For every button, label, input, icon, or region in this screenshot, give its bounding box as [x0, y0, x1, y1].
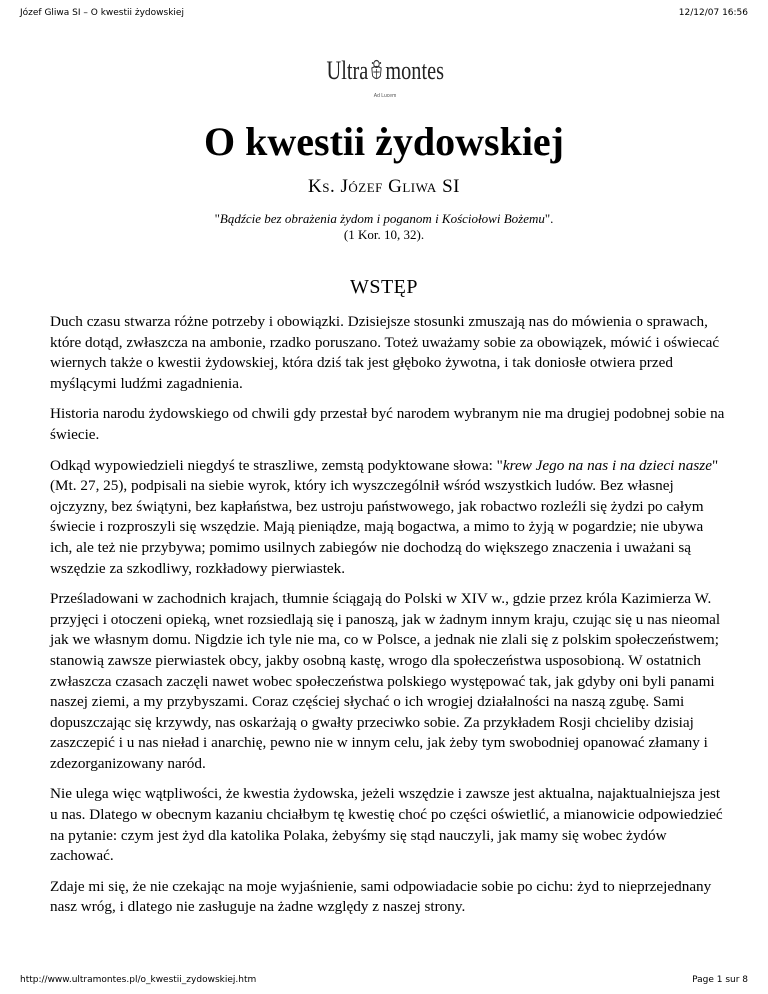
paragraph-3-quote: krew Jego na nas i na dzieci nasze: [502, 456, 712, 474]
paragraph-3: [50, 456, 726, 580]
quote-open: ": [214, 211, 220, 226]
logo-motto: Ad Lucem: [373, 93, 397, 99]
print-header: [20, 8, 748, 18]
epigraph: [0, 211, 768, 243]
article-title: O kwestii żydowskiej: [204, 119, 564, 164]
ultramontes-logo[interactable]: [290, 50, 480, 106]
logo-text-left: Ultra: [326, 56, 368, 85]
epigraph-reference: (1 Kor. 10, 32).: [343, 227, 425, 242]
paragraph-2: Historia narodu żydowskiego od chwili gdy przestał być narodem wybranym nie ma drugiej podobnej sobie na świecie.: [50, 405, 725, 443]
print-footer: [20, 975, 748, 985]
paragraph-6: Zdaje mi się, że nie czekając na moje wyjaśnienie, sami odpowiadacie sobie po cichu: żyd to nieprzejednany nasz wróg, i dlatego nie zasługuje na żadne względy z naszej strony.: [50, 877, 712, 916]
quote-close: ".: [544, 211, 554, 226]
footer-url[interactable]: http://www.ultramontes.pl/o_kwestii_zydowskiej.htm: [20, 975, 257, 985]
article-author: Ks. Józef Gliwa SI: [308, 176, 460, 197]
header-datetime: 12/12/07 16:56: [678, 8, 748, 18]
section-heading: WSTĘP: [349, 276, 419, 298]
paragraph-3-part-b: " (Mt. 27, 25), podpisali na siebie wyrok, który ich wyszczególnił wśród wszystkich ludów. Bez własnej ojczyzny, bez świątyni, bez kapłaństwa, bez ustroju państwowego, jak robactwo rozleźli się żydzi po całym świecie i rozproszyli się wszędzie. Mają pieniądze, mają bogactwa, a mimo to żyją w pogardzie; nie ubywa ich, ale też nie przybywa; pomimo usilnych zabiegów nie dochodzą do większego znaczenia i uważani są wszędzie za szkodliwy, rozkładowy pierwiastek.: [50, 456, 719, 577]
logo-text-right: montes: [385, 56, 444, 85]
crest-emblem-icon: [370, 59, 384, 88]
paragraph-3-part-a: Odkąd wypowiedzieli niegdyś te straszliwe, zemstą podyktowane słowa: ": [50, 456, 503, 474]
footer-page-number: Page 1 sur 8: [692, 975, 748, 985]
paragraph-1: Duch czasu stwarza różne potrzeby i obowiązki. Dzisiejsze stosunki zmuszają nas do mówienia o sprawach, które dotąd, zwłaszcza na ambonie, rzadko poruszano. Toteż uważamy sobie za obowiązek, mówić i oświecać wiernych także o kwestii żydowskiej, która dziś tak jest głęboko żywotna, i tak doniosłe otwiera przed myślącymi ludźmi zagadnienia.: [50, 313, 720, 392]
logo-wordmark: [326, 58, 443, 88]
epigraph-quote: Bądźcie bez obrażenia żydom i poganom i Kościołowi Bożemu: [219, 211, 545, 226]
paragraph-5: Nie ulega więc wątpliwości, że kwestia żydowska, jeżeli wszędzie i zawsze jest aktualna, najaktualniejsza jest u nas. Dlatego w obecnym kazaniu chciałbym tę kwestię choć po części oświetlić, a mianowicie odpowiedzieć na pytanie: czym jest żyd dla katolika Polaka, żebyśmy się stąd nauczyli, jak mamy się wobec żydów zachować.: [50, 785, 723, 865]
header-title: Józef Gliwa SI – O kwestii żydowskiej: [20, 8, 184, 18]
epigraph-quote-line: [0, 211, 768, 227]
paragraph-4: Prześladowani w zachodnich krajach, tłumnie ściągają do Polski w XIV w., gdzie przez króla Kazimierza W. przyjęci i otoczeni opieką, wnet rozsiedlają się i panoszą, jak w żadnym innym kraju, czując się u nas nieomal jak we własnym domu. Nigdzie ich tyle nie ma, co w Polsce, a jednak nie zlali się z polskim społeczeństwem; stanowią zawsze pierwiastek obcy, jakby osobną kastę, wrogo dla społeczeństwa usposobioną. W ostatnich zwłaszcza czasach zaczęli nawet wobec społeczeństwa polskiego występować tak, jak gdyby oni byli panami naszej ziemi, a my przybyszami. Coraz częściej słychać o ich wrogiej działalności na naszą zgubę. Sami dopuszczając się krzywdy, nas oskarżają o gwałty przeciwko sobie. Za przykładem Rosji chcieliby dzisiaj zaszczepić i u nas nieład i anarchię, pewno nie w innym celu, jak żeby tym swobodniej opanować złamany i zdezorganizowany naród.: [50, 590, 721, 772]
article-body: [50, 312, 726, 928]
